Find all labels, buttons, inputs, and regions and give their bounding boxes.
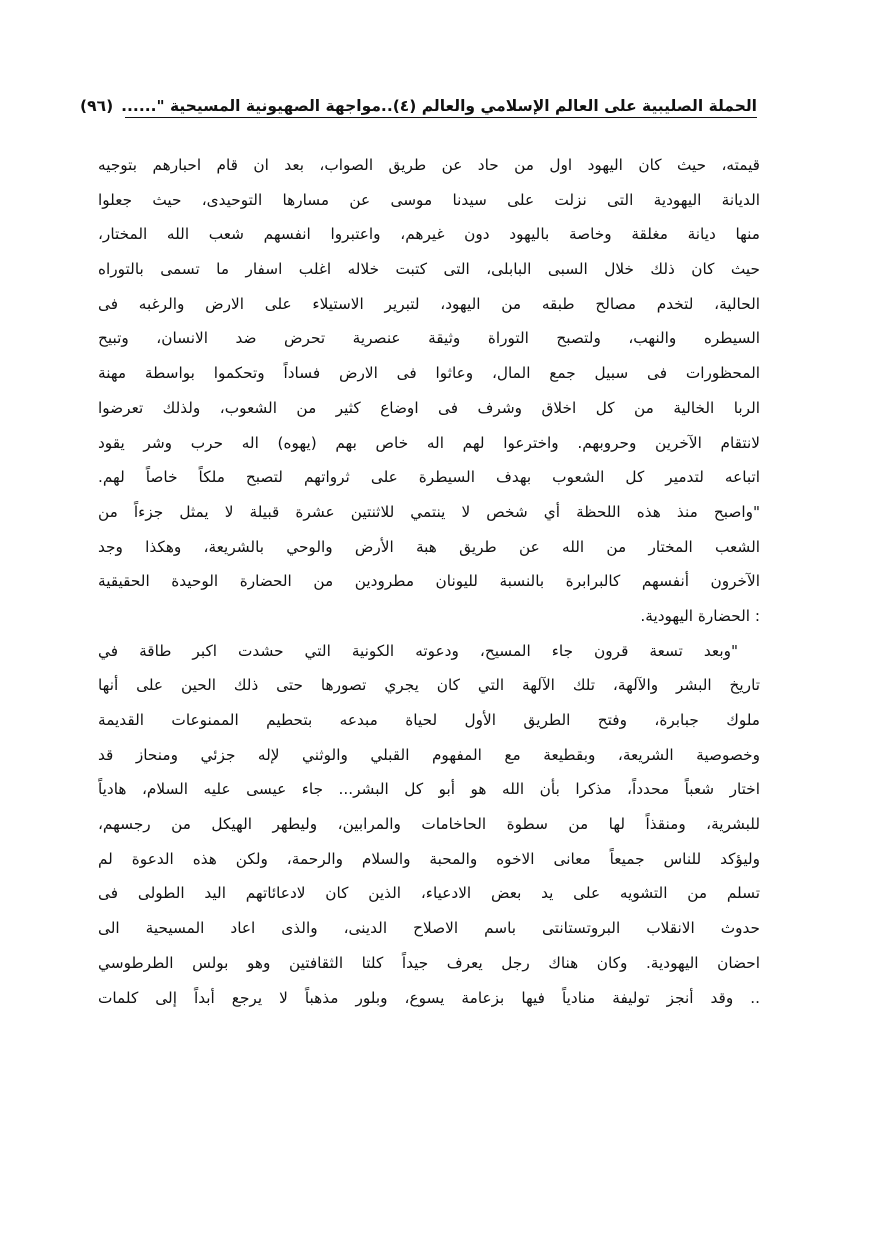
text-line: قيمته، حيث كان اليهود اول من حاد عن طريق الصواب، بعد ان قام احبارهم بتوجيه	[98, 156, 760, 174]
text-line: السيطره والنهب، ولتصبح التوراة وثيقة عنصرية تحرض ضد الانسان، وتبيح	[98, 329, 760, 348]
text-line: وليؤكد للناس جميعاً معانى الاخوه والمحبة والسلام والرحمة، ولكن هذه الدعوة لم	[98, 849, 760, 868]
text-line: .. وقد أنجز توليفة منادياً فيها بزعامة يسوع، وبلور مذهباً لا يرجع أبداً إلى كلمات	[98, 988, 760, 1007]
text-line: : الحضارة اليهودية.	[640, 606, 760, 625]
text-line: وخصوصية الشريعة، وبقطيعة مع المفهوم القبلي والوثني لإله جزئي ومنحاز قد	[98, 745, 760, 764]
text-line: اختار شعباً محدداً، مذكرا بأن الله هو أبو كل البشر... جاء عيسى عليه السلام، هادياً	[98, 780, 760, 799]
text-line: حدوث الانقلاب البروتستانتى باسم الاصلاح الدينى، والذى اعاد المسيحية الى	[98, 919, 760, 938]
paragraph	[98, 634, 760, 1016]
text-line: الديانة اليهودية التى نزلت على سيدنا موسى عن مسارها التوحيدى، حيث جعلوا	[98, 190, 760, 209]
text-line: اتباعه لتدمير كل الشعوب بهدف السيطرة على ثرواتهم لتصبح ملكاً خاصاً لهم.	[98, 468, 760, 487]
text-line: الربا الخالية من كل اخلاق وشرف فى اوضاع كثير من الشعوب، ولذلك تعرضوا	[98, 398, 760, 417]
text-line: للبشرية، ومنقذاً لها من سطوة الحاخامات والمرابين، وليطهر الهيكل من رجسهم،	[98, 815, 760, 834]
paragraph	[98, 148, 760, 634]
text-line: المحظورات فى سبيل جمع المال، وعاثوا فى الارض فساداً وتحكموا بواسطة مهنة	[98, 364, 760, 383]
text-line: احضان اليهودية. وكان هناك رجل يعرف جيداً كلتا الثقافتين وهو بولس الطرطوسي	[98, 953, 760, 972]
text-line: حيث كان ذلك خلال السبى البابلى، التى كتبت خلاله اغلب اسفار ما تسمى بالتوراه	[98, 260, 760, 279]
text-line: "واصبح منذ هذه اللحظة أي شخص لا ينتمي للاثنتين عشرة قبيلة لا يمثل جزءاً من	[98, 502, 760, 521]
text-line: ملوك جبابرة، وفتح الطريق الأول لحياة مبدعه بتحطيم الممنوعات القديمة	[98, 711, 760, 729]
body-text	[98, 148, 760, 1015]
text-line: لانتقام الآخرين وحروبهم. واخترعوا لهم اله خاص بهم (يهوه) اله حرب وشر يقود	[98, 433, 760, 452]
header-title: الحملة الصليبية على العالم الإسلامي والعالم (٤)..مواجهة الصهيونية المسيحية "......	[121, 97, 757, 115]
text-line: "وبعد تسعة قرون جاء المسيح، ودعوته الكونية التي حشدت اكبر طاقة في	[98, 641, 738, 660]
page-number: (٩٦)	[80, 97, 114, 115]
text-line: تسلم من التشويه على يد بعض الادعياء، الذين كان لادعائاتهم اليد الطولى فى	[98, 884, 760, 903]
text-line: الآخرون أنفسهم كالبرابرة بالنسبة لليونان مطرودين من الحضارة الوحيدة الحقيقية	[98, 572, 760, 591]
running-header	[80, 88, 757, 118]
text-line: الشعب المختار من الله عن طريق هبة الأرض والوحي بالشريعة، وهكذا وجد	[98, 537, 760, 556]
text-line: منها ديانة مغلقة وخاصة باليهود دون غيرهم، واعتبروا انفسهم شعب الله المختار،	[98, 225, 760, 244]
text-line: الحالية، لتخدم مصالح طبقه من اليهود، لتبرير الاستيلاء على الارض والرغبه فى	[98, 294, 760, 313]
text-line: تاريخ البشر والآلهة، تلك الآلهة التي كان يجري تصورها حتى ذلك الحين على أنها	[98, 676, 760, 695]
